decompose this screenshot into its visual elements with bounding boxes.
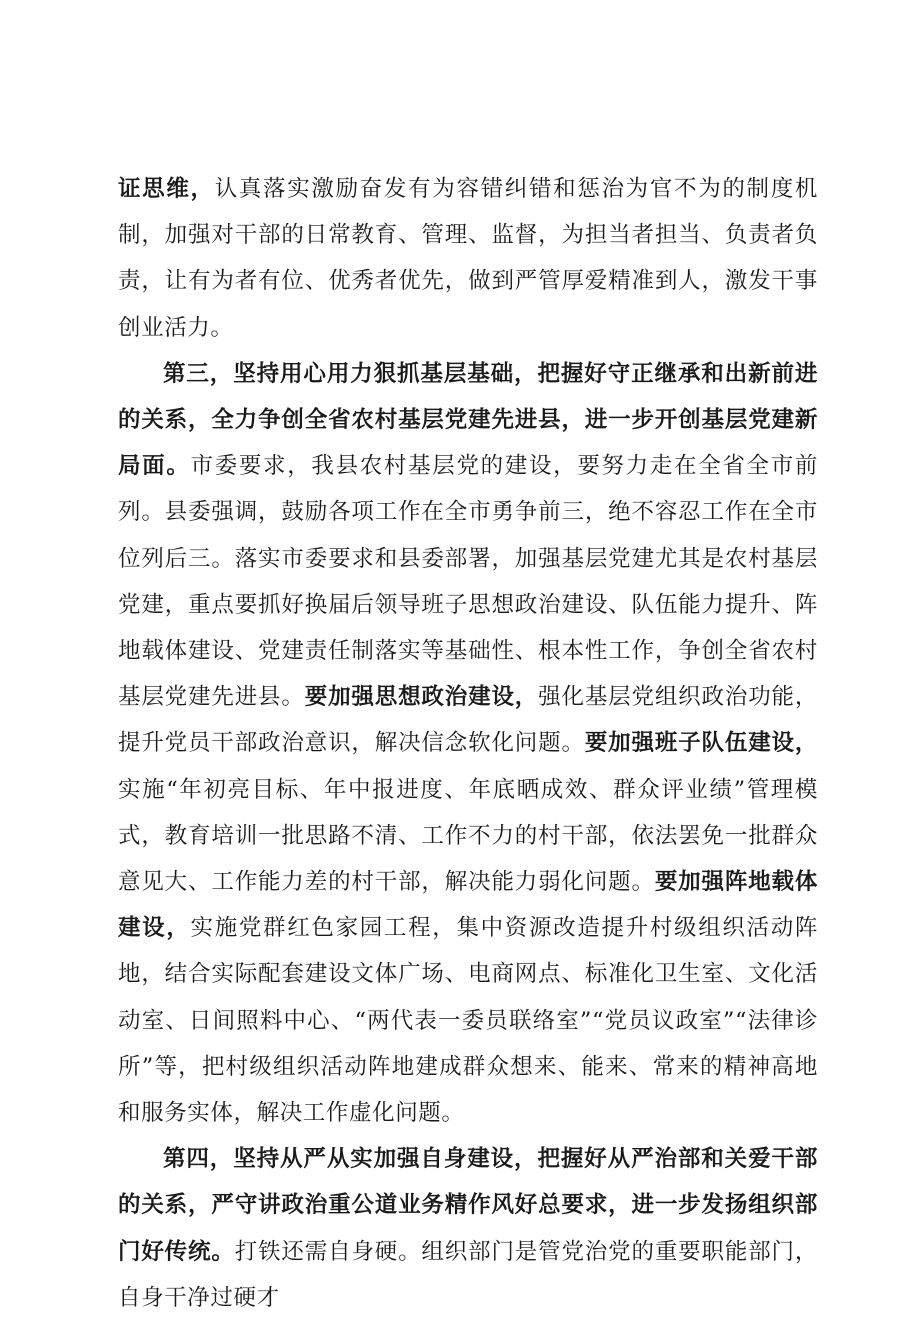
paragraph-2 xyxy=(118,351,818,1136)
paragraph-3 xyxy=(118,1136,818,1321)
body-text: 打铁还需自身硬。组织部门是管党治党的重要职能部门，自身干净过硬才 xyxy=(118,1238,818,1311)
body-text: 强化基层党组织政治功能，提升党员干部政治意识，解决信念软化问题。 xyxy=(118,684,818,757)
body-text: 认真落实激励奋发有为容错纠错和惩治为官不为的制度机制，加强对干部的日常教育、管理、监督，为担当者担当、负责者负责，让有为者有位、优秀者优先，做到严管厚爱精准到人，激发干事创业活力。 xyxy=(118,176,818,341)
section-heading-4: 第四，坚持从严从实加强自身建设，把握好从严治部和关爱干部的关系，严守讲政治重公道业务精作风好总要求，进一步发扬组织部门好传统。 xyxy=(118,1146,818,1265)
body-text: 市委要求，我县农村基层党的建设，要努力走在全省全市前列。县委强调，鼓励各项工作在全市勇争前三，绝不容忍工作在全市位列后三。落实市委要求和县委部署，加强基层党建尤其是农村基层党建，重点要抓好换届后领导班子思想政治建设、队伍能力提升、阵地载体建设、党建责任制落实等基础性、根本性工作，争创全省农村基层党建先进县。 xyxy=(118,453,818,711)
bold-phrase: 要加强思想政治建设， xyxy=(304,684,539,711)
section-heading-3: 第三，坚持用心用力狠抓基层基础，把握好守正继承和出新前进的关系，全力争创全省农村基层党建先进县，进一步开创基层党建新局面。 xyxy=(118,360,818,480)
bold-phrase: 要加强班子队伍建设， xyxy=(584,730,818,757)
bold-phrase: 要加强阵地载体建设， xyxy=(118,869,818,942)
bold-phrase: 证思维， xyxy=(118,176,215,202)
paragraph-1 xyxy=(118,166,818,351)
body-text: 实施党群红色家园工程，集中资源改造提升村级组织活动阵地，结合实际配套建设文体广场、电商网点、标准化卫生室、文化活动室、日间照料中心、“两代表一委员联络室”“党员议政室”“法律诊所”等，把村级组织活动阵地建成群众想来、能来、常来的精神高地和服务实体，解决工作虚化问题。 xyxy=(118,915,818,1127)
document-page xyxy=(118,166,818,1321)
body-text: 实施“年初亮目标、年中报进度、年底晒成效、群众评业绩”管理模式，教育培训一批思路不清、工作不力的村干部，依法罢免一批群众意见大、工作能力差的村干部，解决能力弱化问题。 xyxy=(118,776,818,896)
